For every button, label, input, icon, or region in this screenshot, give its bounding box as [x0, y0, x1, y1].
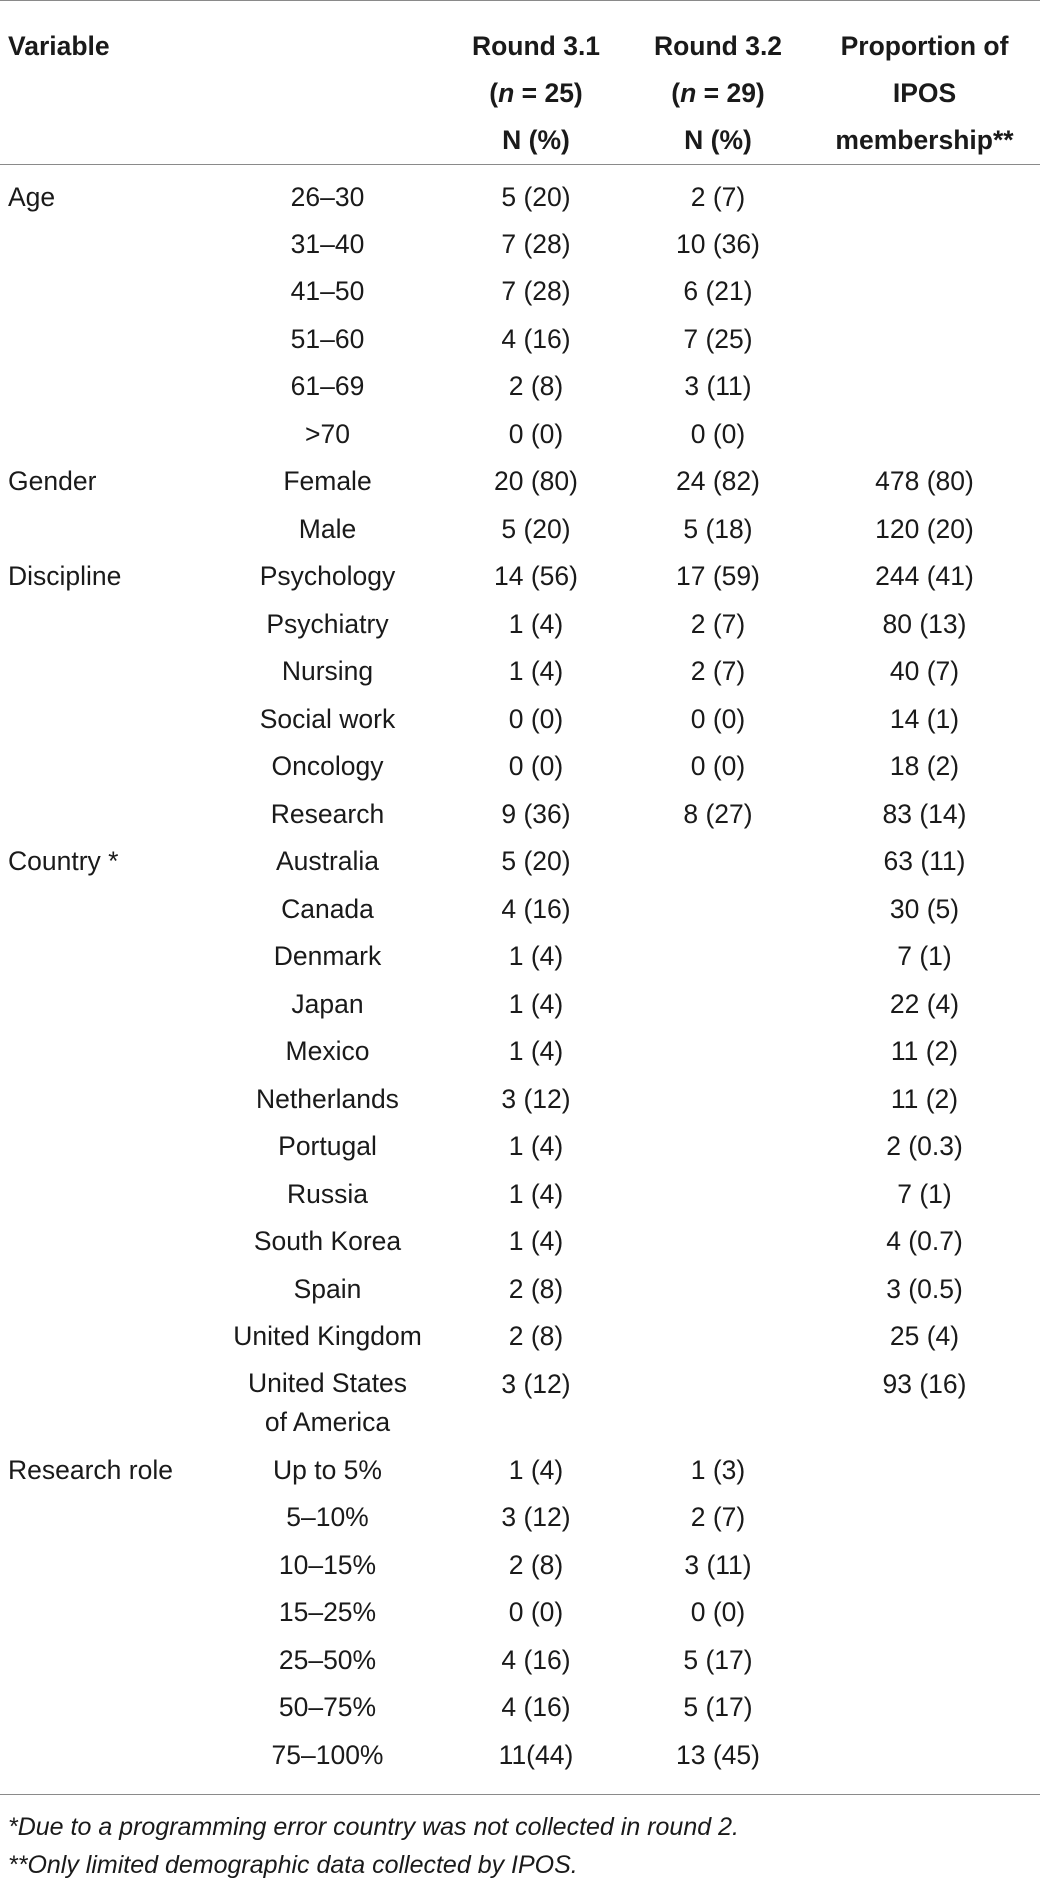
cell-round-3-2: 13 (45) — [627, 1735, 809, 1795]
cell-round-3-1: 2 (8) — [508, 1321, 564, 1351]
cell-proportion: 11 (2) — [890, 1083, 959, 1114]
cell-category: Canada — [281, 893, 374, 924]
cell-proportion: 18 (2) — [889, 751, 960, 781]
cell-round-3-1: 3 (12) — [501, 1083, 571, 1114]
cell-round-3-2: 0 (0) — [690, 1597, 746, 1627]
cell-variable — [0, 224, 210, 272]
header-proportion-line1: Proportion of — [840, 31, 1009, 61]
cell-category: Netherlands — [256, 1083, 399, 1114]
cell-round-3-2: 3 (11) — [684, 1549, 752, 1580]
cell-category: 51–60 — [290, 323, 365, 354]
table-row — [0, 271, 1040, 319]
cell-proportion — [809, 1592, 1040, 1640]
cell-category: Psychiatry — [266, 608, 389, 639]
cell-category: Research — [270, 798, 385, 829]
cell-round-3-1: 7 (28) — [501, 276, 571, 306]
cell-category: 10–15% — [278, 1549, 377, 1580]
cell-round-3-2: 5 (17) — [683, 1644, 753, 1675]
table-row — [0, 936, 1040, 984]
cell-proportion — [809, 414, 1040, 462]
cell-variable: Country * — [8, 846, 119, 876]
cell-round-3-2 — [627, 1031, 809, 1079]
footnote-country: *Due to a programming error country was not collected in round 2. — [8, 1813, 739, 1841]
table-row — [0, 1592, 1040, 1640]
table-body — [0, 165, 1040, 1795]
cell-variable — [0, 1545, 210, 1593]
cell-category: United Kingdom — [233, 1321, 422, 1351]
cell-variable — [0, 414, 210, 462]
table-row — [0, 889, 1040, 937]
cell-category: 26–30 — [290, 182, 365, 212]
cell-round-3-1: 1 (4) — [508, 941, 564, 971]
cell-round-3-1: 5 (20) — [501, 182, 571, 212]
cell-round-3-1: 0 (0) — [508, 418, 564, 449]
cell-round-3-2: 0 (0) — [690, 418, 746, 449]
cell-proportion: 7 (1) — [897, 1178, 952, 1209]
cell-variable: Research role — [8, 1454, 173, 1485]
cell-variable — [0, 1640, 210, 1688]
table-row — [0, 509, 1040, 557]
cell-round-3-1: 4 (16) — [501, 1692, 571, 1722]
header-round-3-2-n: (n = 29) — [671, 78, 765, 108]
cell-proportion — [809, 366, 1040, 414]
cell-proportion — [809, 1450, 1040, 1498]
header-round-3-1-title: Round 3.1 — [471, 31, 601, 61]
cell-category: Australia — [275, 846, 380, 876]
cell-variable — [0, 366, 210, 414]
table-row — [0, 1031, 1040, 1079]
table-row — [0, 1545, 1040, 1593]
cell-round-3-2 — [627, 1126, 809, 1174]
table-row — [0, 651, 1040, 699]
cell-round-3-1: 2 (8) — [508, 1273, 564, 1304]
cell-variable — [0, 746, 210, 794]
cell-category: 15–25% — [278, 1597, 377, 1627]
cell-proportion: 2 (0.3) — [886, 1131, 963, 1161]
cell-variable — [0, 936, 210, 984]
cell-round-3-2 — [627, 1364, 809, 1450]
table-row — [0, 794, 1040, 842]
cell-proportion — [809, 1640, 1040, 1688]
table-row — [0, 224, 1040, 272]
cell-round-3-1: 1 (4) — [508, 656, 564, 686]
cell-category: Oncology — [271, 751, 384, 781]
cell-round-3-2 — [627, 936, 809, 984]
cell-category: Female — [283, 466, 372, 496]
table-row — [0, 366, 1040, 414]
cell-round-3-1: 2 (8) — [508, 371, 564, 401]
cell-round-3-1: 1 (4) — [508, 1226, 564, 1256]
cell-variable — [0, 604, 210, 652]
table-row — [0, 699, 1040, 747]
cell-round-3-1: 14 (56) — [494, 561, 578, 591]
cell-category: Social work — [259, 703, 396, 734]
cell-category: 31–40 — [290, 228, 365, 259]
cell-round-3-2: 24 (82) — [676, 466, 760, 496]
table-row — [0, 165, 1040, 224]
cell-round-3-2: 2 (7) — [690, 656, 746, 686]
cell-round-3-2 — [627, 1221, 809, 1269]
header-variable: Variable — [0, 1, 445, 165]
cell-round-3-2: 2 (7) — [690, 608, 746, 639]
cell-round-3-2: 8 (27) — [683, 798, 753, 829]
cell-round-3-2 — [627, 841, 809, 889]
cell-proportion — [809, 1545, 1040, 1593]
cell-round-3-2: 0 (0) — [690, 751, 746, 781]
cell-proportion: 11 (2) — [890, 1036, 959, 1066]
cell-round-3-1: 5 (20) — [501, 846, 571, 876]
cell-proportion: 7 (1) — [897, 941, 952, 971]
cell-round-3-1: 4 (16) — [501, 1644, 571, 1675]
cell-round-3-1: 4 (16) — [501, 323, 571, 354]
cell-proportion: 22 (4) — [889, 988, 960, 1019]
cell-variable — [0, 984, 210, 1032]
cell-round-3-1: 1 (4) — [508, 1036, 564, 1066]
cell-category: Portugal — [278, 1131, 377, 1161]
cell-round-3-2: 1 (3) — [690, 1454, 746, 1485]
cell-variable — [0, 1031, 210, 1079]
cell-category: 61–69 — [290, 371, 365, 401]
cell-proportion — [809, 165, 1040, 224]
cell-proportion: 30 (5) — [889, 893, 960, 924]
cell-round-3-2: 2 (7) — [690, 1502, 746, 1532]
cell-variable — [0, 1316, 210, 1364]
cell-round-3-1: 7 (28) — [501, 228, 571, 259]
cell-category: 41–50 — [290, 276, 365, 306]
cell-round-3-2: 17 (59) — [676, 561, 760, 591]
table-row — [0, 1450, 1040, 1498]
cell-category: 75–100% — [210, 1735, 445, 1795]
cell-round-3-1: 0 (0) — [508, 751, 564, 781]
cell-round-3-2 — [627, 1174, 809, 1222]
cell-round-3-2 — [627, 1269, 809, 1317]
cell-round-3-1: 20 (80) — [494, 466, 578, 496]
cell-category: Spain — [293, 1273, 362, 1304]
cell-category: Mexico — [285, 1036, 370, 1066]
cell-category: >70 — [305, 418, 350, 449]
table-row — [0, 1221, 1040, 1269]
header-proportion-line2: IPOS — [892, 78, 957, 108]
cell-variable — [0, 1269, 210, 1317]
cell-proportion: 478 (80) — [875, 466, 974, 496]
cell-proportion — [809, 1687, 1040, 1735]
cell-variable: Discipline — [8, 561, 122, 591]
cell-category: South Korea — [253, 1226, 402, 1256]
cell-category: Denmark — [273, 941, 382, 971]
footnotes — [8, 1808, 739, 1884]
cell-variable — [0, 1174, 210, 1222]
cell-round-3-2: 5 (17) — [683, 1692, 753, 1722]
cell-round-3-1: 1 (4) — [508, 1454, 564, 1485]
cell-round-3-2: 0 (0) — [690, 703, 746, 734]
cell-round-3-2: 2 (7) — [690, 182, 746, 212]
header-round-3-2 — [627, 1, 809, 165]
cell-variable: Age — [8, 182, 56, 212]
header-proportion-line3: membership** — [835, 125, 1014, 155]
cell-round-3-2: 7 (25) — [683, 323, 753, 354]
table-row — [0, 1735, 1040, 1795]
cell-category-line1: United States — [247, 1367, 408, 1398]
cell-round-3-2: 3 (11) — [684, 371, 752, 401]
header-round-3-1-unit: N (%) — [502, 125, 570, 155]
table-row — [0, 1640, 1040, 1688]
cell-category: Nursing — [281, 656, 374, 686]
cell-variable — [0, 1687, 210, 1735]
cell-round-3-1: 11(44) — [445, 1735, 627, 1795]
table-row — [0, 984, 1040, 1032]
cell-variable — [0, 1126, 210, 1174]
header-round-3-2-unit: N (%) — [684, 125, 752, 155]
cell-variable — [0, 1497, 210, 1545]
table-row — [0, 746, 1040, 794]
cell-variable — [0, 1735, 210, 1795]
cell-round-3-1: 5 (20) — [501, 513, 571, 544]
cell-proportion: 40 (7) — [889, 656, 960, 686]
table-row — [0, 1497, 1040, 1545]
cell-category: 50–75% — [278, 1692, 377, 1722]
cell-proportion: 63 (11) — [883, 846, 966, 876]
cell-category: 25–50% — [278, 1644, 377, 1675]
cell-proportion: 25 (4) — [889, 1321, 960, 1351]
cell-variable — [0, 1221, 210, 1269]
cell-variable — [0, 889, 210, 937]
header-round-3-1-n: (n = 25) — [489, 78, 583, 108]
cell-round-3-2 — [627, 984, 809, 1032]
cell-proportion: 120 (20) — [875, 513, 974, 544]
cell-round-3-1: 0 (0) — [508, 703, 564, 734]
cell-variable — [0, 1592, 210, 1640]
cell-round-3-1: 9 (36) — [501, 798, 571, 829]
cell-round-3-1: 1 (4) — [508, 1178, 564, 1209]
cell-category: Japan — [291, 988, 364, 1019]
footnote-ipos: **Only limited demographic data collected by IPOS. — [8, 1851, 578, 1879]
cell-proportion: 4 (0.7) — [886, 1226, 963, 1256]
table-row — [0, 841, 1040, 889]
table-row — [0, 604, 1040, 652]
table-row — [0, 1364, 1040, 1450]
cell-variable — [0, 1364, 210, 1450]
cell-round-3-1: 1 (4) — [508, 988, 564, 1019]
table-row — [0, 1316, 1040, 1364]
table-row — [0, 414, 1040, 462]
cell-variable — [0, 794, 210, 842]
cell-proportion — [809, 224, 1040, 272]
cell-round-3-2: 6 (21) — [683, 276, 753, 306]
table-row — [0, 1174, 1040, 1222]
cell-proportion: 244 (41) — [875, 561, 974, 591]
table-header — [0, 1, 1040, 165]
cell-proportion: 14 (1) — [889, 703, 960, 734]
cell-variable — [0, 509, 210, 557]
cell-round-3-1: 1 (4) — [508, 608, 564, 639]
cell-round-3-1: 1 (4) — [508, 1131, 564, 1161]
header-round-3-1 — [445, 1, 627, 165]
cell-round-3-2 — [627, 889, 809, 937]
table-row — [0, 1687, 1040, 1735]
cell-round-3-1: 4 (16) — [501, 893, 571, 924]
cell-round-3-1: 2 (8) — [508, 1549, 564, 1580]
cell-variable — [0, 1079, 210, 1127]
table-row — [0, 1269, 1040, 1317]
cell-proportion: 83 (14) — [882, 798, 967, 829]
table-row — [0, 461, 1040, 509]
header-round-3-2-title: Round 3.2 — [653, 31, 783, 61]
cell-variable — [0, 319, 210, 367]
cell-category: Russia — [286, 1178, 368, 1209]
cell-round-3-1: 3 (12) — [501, 1368, 571, 1399]
cell-proportion — [809, 319, 1040, 367]
cell-variable — [0, 651, 210, 699]
table-row — [0, 1126, 1040, 1174]
cell-round-3-1: 0 (0) — [508, 1597, 564, 1627]
cell-category: Psychology — [259, 561, 396, 591]
cell-round-3-2: 5 (18) — [683, 513, 753, 544]
table-row — [0, 1079, 1040, 1127]
cell-proportion — [809, 1735, 1040, 1795]
cell-proportion: 3 (0.5) — [886, 1273, 963, 1304]
cell-round-3-2: 10 (36) — [676, 228, 760, 259]
cell-round-3-1: 3 (12) — [501, 1502, 571, 1532]
cell-category: Up to 5% — [272, 1454, 382, 1485]
cell-proportion: 93 (16) — [882, 1368, 967, 1399]
header-proportion — [809, 1, 1040, 165]
cell-round-3-2 — [627, 1079, 809, 1127]
cell-round-3-2 — [627, 1316, 809, 1364]
cell-proportion: 80 (13) — [882, 608, 967, 639]
cell-proportion — [809, 1497, 1040, 1545]
cell-variable — [0, 271, 210, 319]
table-row — [0, 556, 1040, 604]
cell-category-line2: of America — [264, 1406, 391, 1437]
cell-variable — [0, 699, 210, 747]
cell-variable: Gender — [8, 466, 97, 496]
cell-category: Male — [298, 513, 357, 544]
table-row — [0, 319, 1040, 367]
cell-proportion — [809, 271, 1040, 319]
cell-category: 5–10% — [286, 1502, 369, 1532]
cell-category — [210, 1364, 445, 1450]
